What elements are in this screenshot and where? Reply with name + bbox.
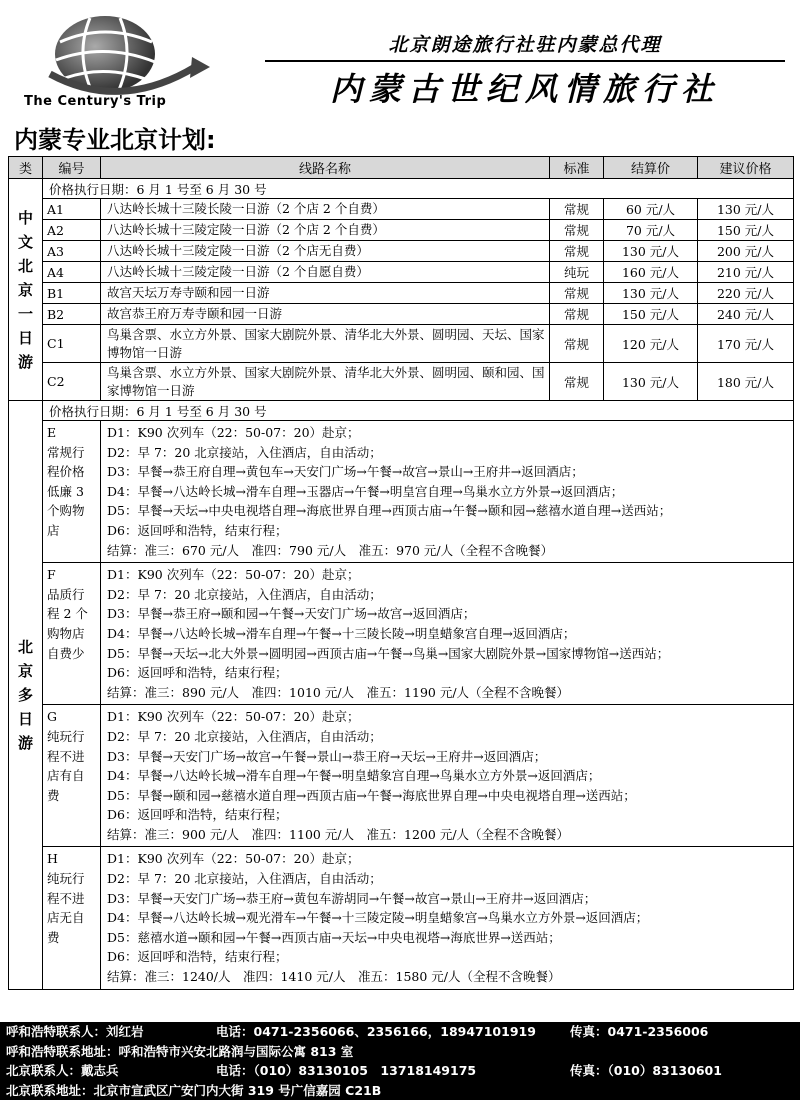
package-desc-line: G [47, 709, 57, 725]
package-desc-line: 低廉 3 [47, 483, 84, 499]
suggested-price: 210 元/人 [698, 262, 794, 283]
table-row [9, 325, 794, 363]
category-char: 日 [17, 328, 33, 347]
table-row [9, 283, 794, 304]
header-settlement-price: 结算价 [604, 157, 698, 179]
package-desc-line: 程 2 个 [47, 606, 88, 622]
header-category: 类 [9, 157, 43, 179]
table-header-row [9, 157, 794, 179]
logo-text: The Century's Trip [24, 94, 167, 109]
itinerary-day: D1：K90 次列车（22：50-07：20）赴京； [107, 709, 360, 725]
route-code: B1 [43, 283, 101, 304]
suggested-price: 200 元/人 [698, 241, 794, 262]
route-standard: 常规 [550, 220, 604, 241]
route-standard: 常规 [550, 363, 604, 401]
route-code: A1 [43, 199, 101, 220]
itinerary [101, 847, 794, 989]
settlement-price: 130 元/人 [604, 241, 698, 262]
settlement-line: 结算：准三：1240/人 准四：1410 元/人 准五：1580 元/人（全程不含晚餐） [107, 969, 561, 985]
route-code: A4 [43, 262, 101, 283]
category-char: 京 [17, 661, 33, 680]
header [0, 0, 800, 120]
beijing-contact: 北京联系人：戴志兵 [6, 1063, 119, 1078]
table-row [9, 199, 794, 220]
header-suggested-price: 建议价格 [698, 157, 794, 179]
suggested-price: 180 元/人 [698, 363, 794, 401]
category-char: 一 [17, 304, 33, 323]
itinerary-day: D1：K90 次列车（22：50-07：20）赴京； [107, 851, 360, 867]
itinerary-day: D6：返回呼和浩特，结束行程； [107, 949, 288, 965]
route-name: 八达岭长城十三陵长陵一日游（2 个店 2 个自费） [101, 199, 550, 220]
price-date-note: 价格执行日期：6 月 1 号至 6 月 30 号 [43, 401, 794, 421]
itinerary-day: D1：K90 次列车（22：50-07：20）赴京； [107, 567, 360, 583]
package-code [43, 705, 101, 847]
route-code: A2 [43, 220, 101, 241]
itinerary-day: D2：早 7：20 北京接站，入住酒店，自由活动； [107, 586, 382, 602]
itinerary [101, 563, 794, 705]
company-name: 内蒙古世纪风情旅行社 [329, 70, 720, 108]
settlement-price: 60 元/人 [604, 199, 698, 220]
package-code [43, 847, 101, 989]
package-desc-line: 费 [47, 787, 60, 803]
category-char: 游 [17, 733, 33, 752]
package-row [9, 421, 794, 563]
beijing-fax: 传真：（010）83130601 [570, 1063, 722, 1078]
route-standard: 常规 [550, 304, 604, 325]
category-char: 北 [17, 256, 33, 275]
settlement-price: 160 元/人 [604, 262, 698, 283]
itinerary-day: D6：返回呼和浩特，结束行程； [107, 522, 288, 538]
beijing-address: 北京联系地址：北京市宣武区广安门内大街 319 号广信嘉园 C21B [6, 1082, 382, 1098]
package-desc-line: 程价格 [47, 464, 85, 480]
huhhot-contact-row [6, 1022, 794, 1042]
route-code: A3 [43, 241, 101, 262]
route-standard: 纯玩 [550, 262, 604, 283]
header-route: 线路名称 [101, 157, 550, 179]
package-desc-line: H [47, 851, 58, 867]
itinerary-day: D4：早餐→八达岭长城→滑车自理→午餐→明皇蜡象宫自理→鸟巢水立方外景→返回酒店； [107, 768, 601, 784]
package-desc-line: 费 [47, 929, 60, 945]
package-desc-line: F [47, 567, 56, 583]
settlement-price: 150 元/人 [604, 304, 698, 325]
date-row [9, 401, 794, 421]
package-desc-line: 品质行 [47, 586, 85, 602]
route-standard: 常规 [550, 283, 604, 304]
itinerary-day: D4：早餐→八达岭长城→观光滑车→午餐→十三陵定陵→明皇蜡象宫→鸟巢水立方外景→返回酒店； [107, 910, 649, 926]
itinerary-day: D1：K90 次列车（22：50-07：20）赴京； [107, 425, 360, 440]
page-title: 内蒙专业北京计划: [14, 126, 216, 154]
beijing-phone: 电话：（010）83130105 13718149175 [216, 1063, 477, 1078]
itinerary-day: D6：返回呼和浩特，结束行程； [107, 807, 288, 823]
itinerary-day: D3：早餐→恭王府自理→黄包车→天安门广场→午餐→故宫→景山→王府井→返回酒店； [107, 464, 584, 480]
itinerary-day: D2：早 7：20 北京接站，入住酒店，自由活动； [107, 728, 382, 744]
category-char: 游 [17, 352, 33, 371]
date-row [9, 179, 794, 199]
route-name: 鸟巢含票、水立方外景、国家大剧院外景、清华北大外景、圆明园、天坛、国家博物馆一日游 [101, 325, 550, 363]
table-row [9, 304, 794, 325]
package-desc-line: 程不进 [47, 890, 85, 906]
itinerary [101, 421, 794, 563]
contact-footer [0, 1022, 800, 1100]
category-char: 中 [17, 208, 33, 227]
route-standard: 常规 [550, 241, 604, 262]
package-code [43, 421, 101, 563]
header-standard: 标准 [550, 157, 604, 179]
itinerary-day: D2：早 7：20 北京接站，入住酒店，自由活动； [107, 444, 382, 460]
settlement-price: 70 元/人 [604, 220, 698, 241]
package-desc-line: 购物店 [47, 625, 85, 641]
suggested-price: 240 元/人 [698, 304, 794, 325]
table-row [9, 220, 794, 241]
table-row [9, 241, 794, 262]
route-code: B2 [43, 304, 101, 325]
package-desc-line: 自费少 [47, 645, 85, 661]
category-day-tour [9, 179, 43, 401]
settlement-line: 结算：准三：890 元/人 准四：1010 元/人 准五：1190 元/人（全程不含晚餐） [107, 684, 570, 700]
package-desc-line: E [47, 425, 57, 440]
huhhot-contact: 呼和浩特联系人：刘红岩 [6, 1024, 144, 1039]
suggested-price: 170 元/人 [698, 325, 794, 363]
settlement-price: 130 元/人 [604, 283, 698, 304]
itinerary-day: D5：早餐→天坛→北大外景→圆明园→西顶古庙→午餐→鸟巢→国家大剧院外景→国家博物馆→送西站； [107, 645, 670, 661]
suggested-price: 150 元/人 [698, 220, 794, 241]
huhhot-phone: 电话：0471-2356066、2356166，18947101919 [216, 1024, 536, 1039]
header-divider [265, 60, 785, 62]
package-code [43, 563, 101, 705]
category-char: 文 [17, 232, 33, 251]
route-name: 八达岭长城十三陵定陵一日游（2 个自愿自费） [101, 262, 550, 283]
package-row [9, 847, 794, 989]
huhhot-address: 呼和浩特联系地址：呼和浩特市兴安北路润与国际公寓 813 室 [6, 1043, 354, 1059]
package-desc-line: 纯玩行 [47, 728, 85, 744]
huhhot-address-row [6, 1042, 794, 1062]
table-row [9, 363, 794, 401]
itinerary-day: D5：慈禧水道→颐和园→午餐→西顶古庙→天坛→中央电视塔→海底世界→送西站； [107, 929, 561, 945]
route-name: 故宫天坛万寿寺颐和园一日游 [101, 283, 550, 304]
itinerary-day: D4：早餐→八达岭长城→滑车自理→玉器店→午餐→明皇宫自理→鸟巢水立方外景→返回酒店； [107, 483, 624, 499]
route-name: 鸟巢含票、水立方外景、国家大剧院外景、清华北大外景、圆明园、颐和园、国家博物馆一日游 [101, 363, 550, 401]
settlement-price: 130 元/人 [604, 363, 698, 401]
itinerary-day: D5：早餐→天坛→中央电视塔自理→海底世界自理→西顶古庙→午餐→颐和园→慈禧水道自理→送西站； [107, 503, 672, 519]
package-desc-line: 店无自 [47, 910, 85, 926]
itinerary-day: D4：早餐→八达岭长城→滑车自理→午餐→十三陵长陵→明皇蜡象宫自理→返回酒店； [107, 625, 576, 641]
category-char: 多 [17, 685, 33, 704]
itinerary-day: D5：早餐→颐和园→慈禧水道自理→西顶古庙→午餐→海底世界自理→中央电视塔自理→送西站； [107, 787, 636, 803]
package-row [9, 705, 794, 847]
package-desc-line: 纯玩行 [47, 871, 85, 887]
settlement-line: 结算：准三：670 元/人 准四：790 元/人 准五：970 元/人（全程不含晚餐） [107, 542, 554, 558]
price-date-note: 价格执行日期：6 月 1 号至 6 月 30 号 [43, 179, 794, 199]
itinerary-day: D6：返回呼和浩特，结束行程； [107, 665, 288, 681]
package-desc-line: 店 [47, 522, 60, 538]
route-name: 八达岭长城十三陵定陵一日游（2 个店无自费） [101, 241, 550, 262]
itinerary [101, 705, 794, 847]
suggested-price: 130 元/人 [698, 199, 794, 220]
table-row [9, 262, 794, 283]
beijing-contact-row [6, 1061, 794, 1081]
route-code: C2 [43, 363, 101, 401]
suggested-price: 220 元/人 [698, 283, 794, 304]
route-standard: 常规 [550, 325, 604, 363]
route-code: C1 [43, 325, 101, 363]
itinerary-day: D3：早餐→天安门广场→故宫→午餐→景山→恭王府→天坛→王府井→返回酒店； [107, 748, 547, 764]
category-char: 京 [17, 280, 33, 299]
package-desc-line: 常规行 [47, 444, 85, 460]
huhhot-fax: 传真：0471-2356006 [570, 1024, 709, 1039]
agent-line: 北京朗途旅行社驻内蒙总代理 [388, 34, 662, 56]
package-row [9, 563, 794, 705]
route-name: 故宫恭王府万寿寺颐和园一日游 [101, 304, 550, 325]
beijing-address-row [6, 1081, 794, 1100]
category-char: 北 [17, 637, 33, 656]
category-char: 日 [17, 709, 33, 728]
package-desc-line: 个购物 [47, 503, 85, 519]
header-code: 编号 [43, 157, 101, 179]
package-desc-line: 店有自 [47, 768, 85, 784]
tour-table [8, 156, 794, 990]
package-desc-line: 程不进 [47, 748, 85, 764]
settlement-line: 结算：准三：900 元/人 准四：1100 元/人 准五：1200 元/人（全程不含晚餐） [107, 826, 570, 842]
route-name: 八达岭长城十三陵定陵一日游（2 个店 2 个自费） [101, 220, 550, 241]
category-multi-day-tour [9, 401, 43, 990]
itinerary-day: D2：早 7：20 北京接站，入住酒店，自由活动； [107, 871, 382, 887]
settlement-price: 120 元/人 [604, 325, 698, 363]
route-standard: 常规 [550, 199, 604, 220]
itinerary-day: D3：早餐→恭王府→颐和园→午餐→天安门广场→故宫→返回酒店； [107, 606, 476, 622]
itinerary-day: D3：早餐→天安门广场→恭王府→黄包车游胡同→午餐→故宫→景山→王府井→返回酒店； [107, 890, 597, 906]
